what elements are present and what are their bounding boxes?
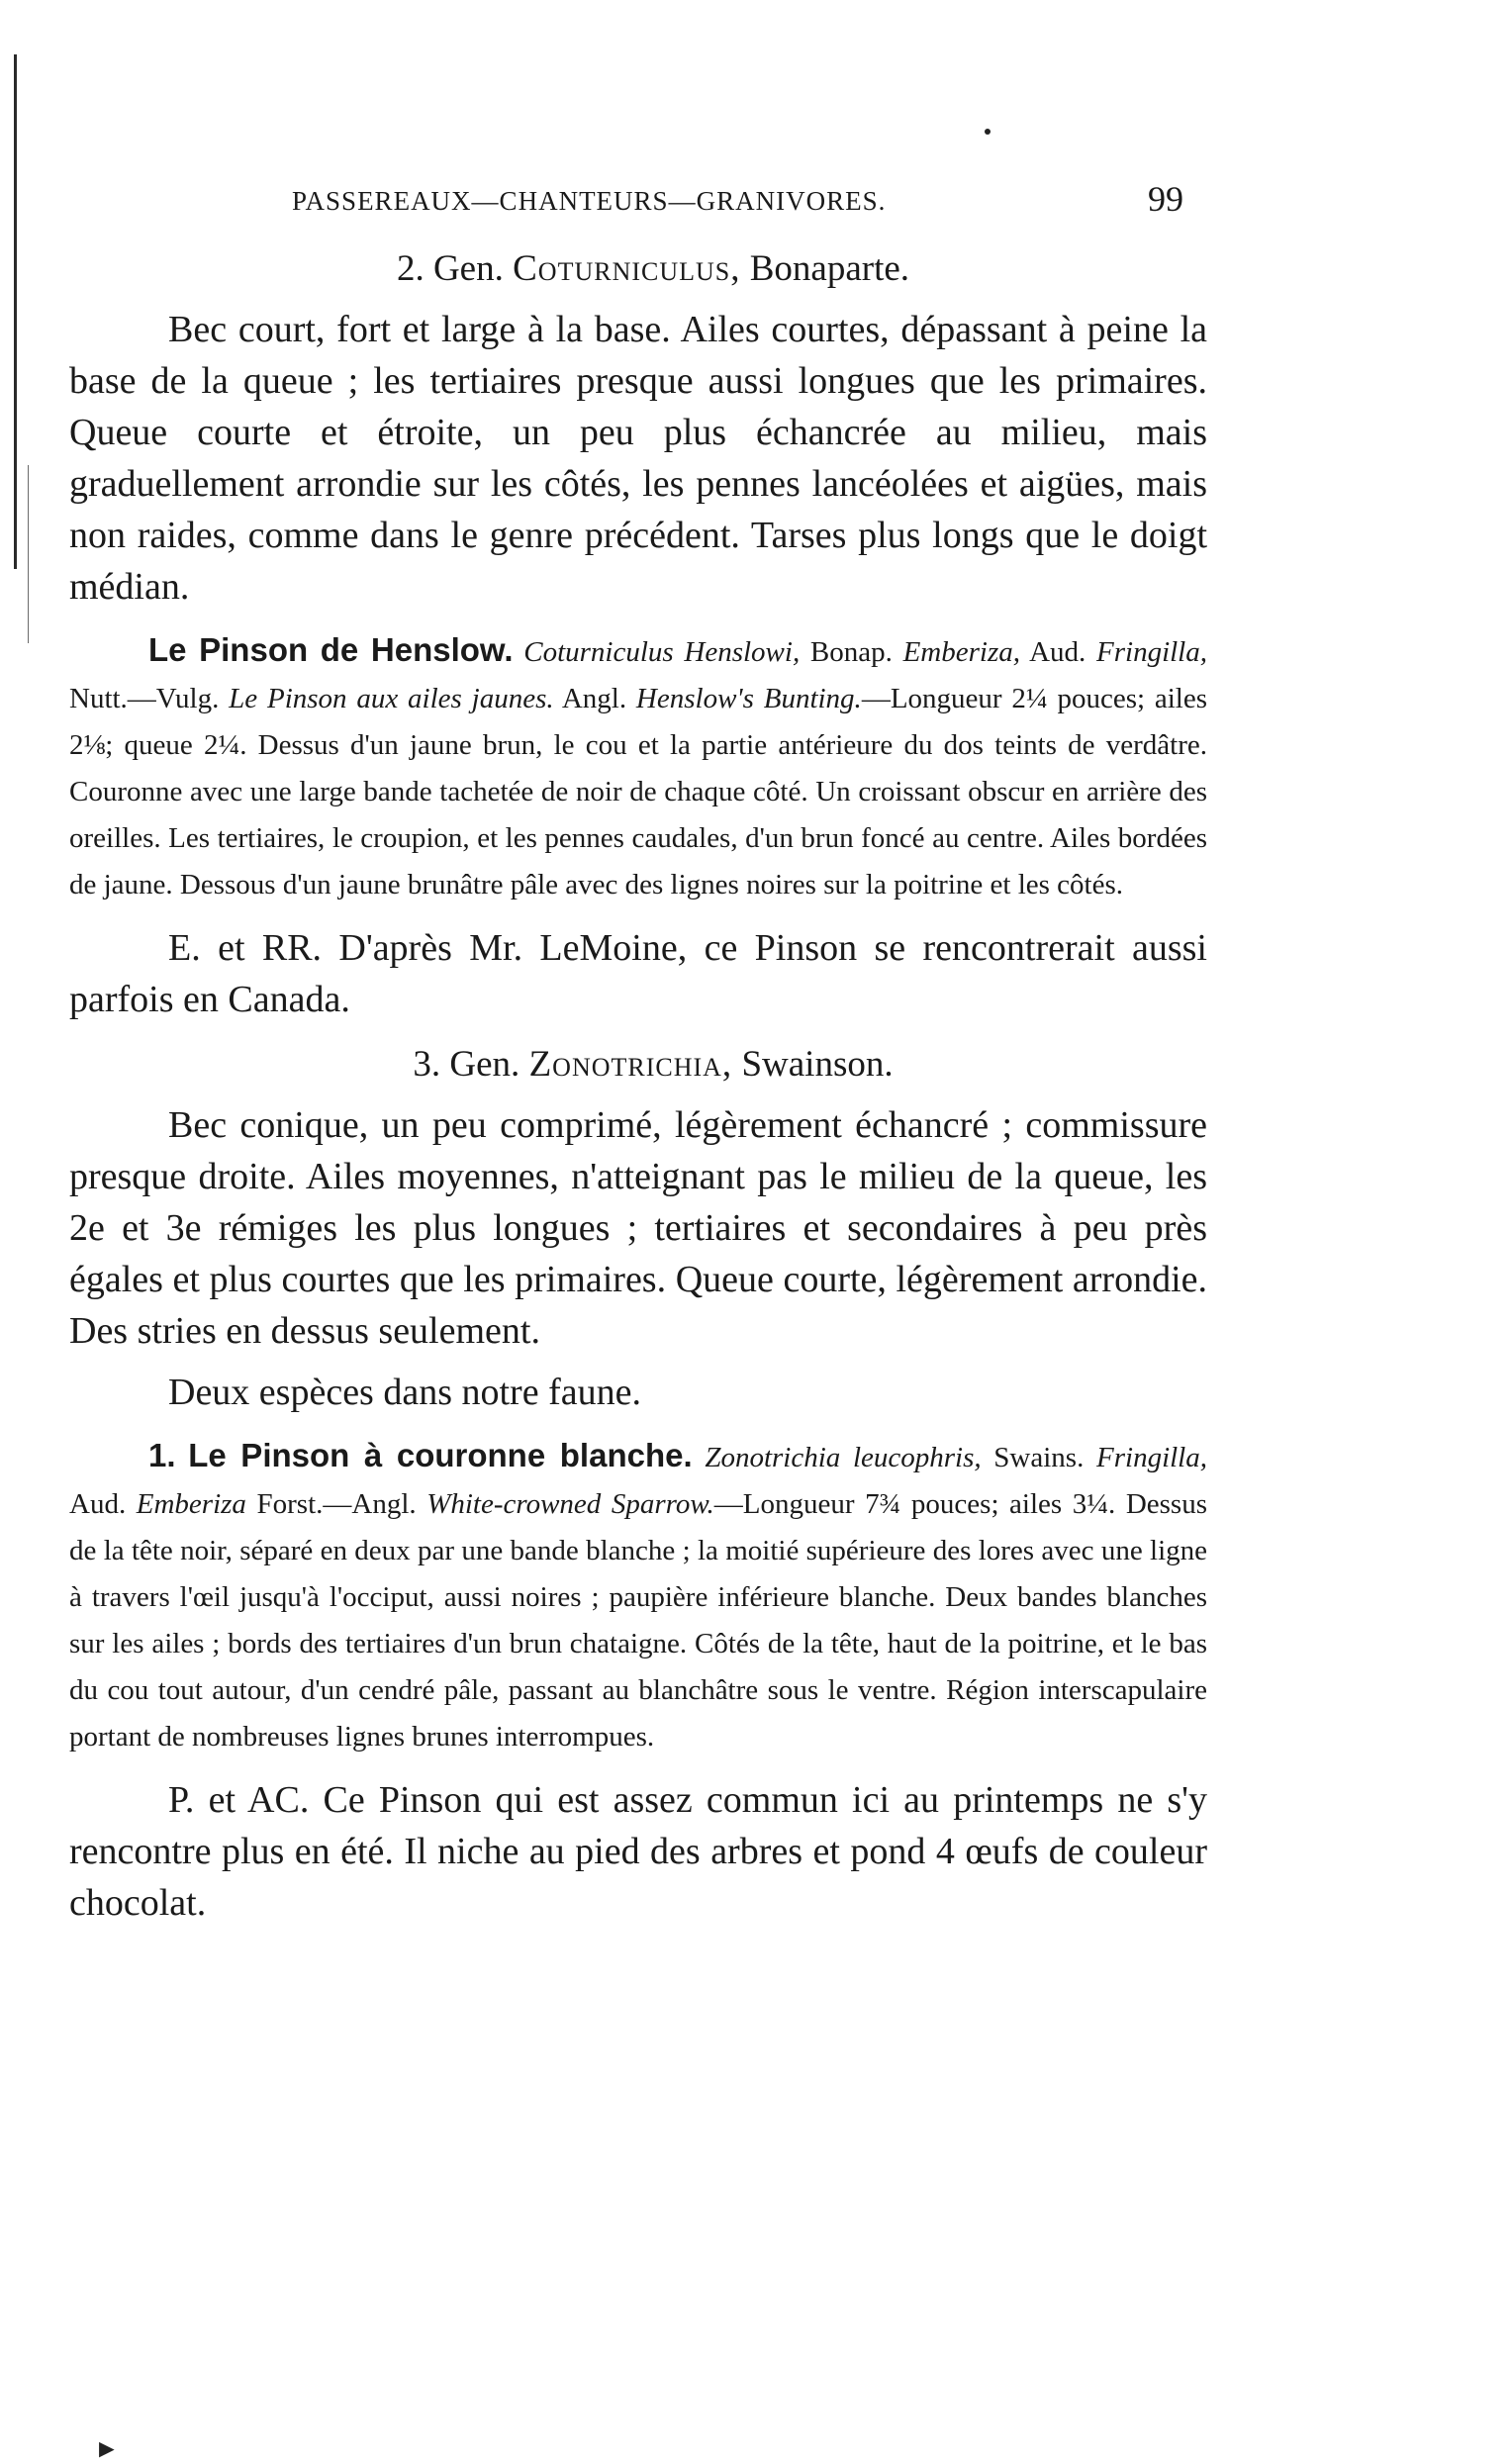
- genus-description: Bec conique, un peu comprimé, légèrement échancré ; commissure presque droite. Ailes moyennes, n'atteignant pas le milieu de la queue, les 2e et 3e rémiges les plus longues ; tertiaires et secondaires à peu près égales et plus courtes que les primaires. Queue courte, légèrement arrondie. Des stries en dessus seulement.: [69, 1104, 1207, 1352]
- synonym-author: Aud.: [1029, 636, 1086, 668]
- genus-author: Bonaparte.: [749, 248, 910, 289]
- species-common-name: Le Pinson de Henslow.: [148, 631, 514, 668]
- species-count: Deux espèces dans notre faune.: [168, 1372, 641, 1413]
- synonym-name: Emberiza: [136, 1488, 246, 1520]
- species-entry-henslow: [59, 626, 1207, 908]
- genus-name: Zonotrichia,: [528, 1044, 733, 1085]
- species-description: —Longueur 7¾ pouces; ailes 3¼. Dessus de la tête noir, séparé en deux par une bande blanche ; la moitié supérieure des lores avec une ligne à travers l'œil jusqu'à l'occiput, aussi noires ; paupière inférieure blanche. Deux bandes blanches sur les ailes ; bords des tertiaires d'un brun chataigne. Côtés de la tête, haut de la poitrine, et le bas du cou tout autour, d'un cendré pâle, passant au blanchâtre sous le ventre. Région interscapulaire portant de nombreuses lignes brunes interrompues.: [69, 1488, 1207, 1753]
- page-body: [59, 178, 1207, 1929]
- species-scientific-name: Zonotrichia leucophris,: [705, 1442, 982, 1473]
- english-label: Angl.: [561, 683, 627, 714]
- synonym-author: Nutt.—Vulg.: [69, 683, 220, 714]
- species-range-henslow: E. et RR. D'après Mr. LeMoine, ce Pinson se rencontrerait aussi parfois en Canada.: [69, 927, 1207, 1020]
- species-scientific-name: Coturniculus Henslowi,: [523, 636, 801, 668]
- genus-description: Bec court, fort et large à la base. Ailes courtes, dépassant à peine la base de la queue ; les tertiaires presque aussi longues que les primaires. Queue courte et étroite, un peu plus échancrée au milieu, mais graduellement arrondie sur les côtés, les pennes lancéolées et aigües, mais non raides, comme dans le genre précédent. Tarses plus longs que le doigt médian.: [69, 309, 1207, 608]
- vulgar-name: Le Pinson aux ailes jaunes.: [229, 683, 554, 714]
- species-range-white-crowned: P. et AC. Ce Pinson qui est assez commun ici au printemps ne s'y rencontre plus en été. Il niche au pied des arbres et pond 4 œufs de couleur chocolat.: [69, 1779, 1207, 1924]
- margin-rule-faint: [28, 465, 29, 643]
- synonym-author: Swains.: [993, 1442, 1085, 1473]
- page-header: [59, 178, 1207, 237]
- english-name: Henslow's Bunting.: [635, 683, 862, 714]
- genus-number: 2. Gen.: [396, 248, 504, 289]
- genus-heading-coturniculus: [59, 247, 1207, 290]
- species-description: —Longueur 2¼ pouces; ailes 2⅛; queue 2¼. Dessus d'un jaune brun, le cou et la partie antérieure du dos teints de verdâtre. Couronne avec une large bande tachetée de noir de chaque côté. Un croissant obscur en arrière des oreilles. Les tertiaires, le croupion, et les pennes caudales, d'un brun foncé au centre. Ailes bordées de jaune. Dessous d'un jaune brunâtre pâle avec des lignes noires sur la poitrine et les côtés.: [69, 683, 1207, 900]
- genus-name: Coturniculus,: [513, 248, 741, 289]
- species-entry-white-crowned: [59, 1432, 1207, 1760]
- synonym-name: Fringilla,: [1096, 636, 1207, 668]
- synonym-author: Bonap.: [809, 636, 893, 668]
- synonym-author: Forst.—Angl.: [256, 1488, 417, 1520]
- species-number: 1.: [148, 1437, 176, 1473]
- margin-arrow-mark: ►: [94, 2434, 120, 2463]
- english-name: White-crowned Sparrow.: [426, 1488, 714, 1520]
- synonym-name: Fringilla,: [1096, 1442, 1207, 1473]
- synonym-author: Aud.: [69, 1488, 127, 1520]
- genus-number: 3. Gen.: [413, 1044, 520, 1085]
- genus-heading-zonotrichia: [59, 1043, 1207, 1086]
- running-head: PASSEREAUX—CHANTEURS—GRANIVORES.: [292, 186, 887, 216]
- species-common-name: Le Pinson à couronne blanche.: [188, 1437, 693, 1473]
- ink-dot: [985, 129, 991, 135]
- margin-rule: [14, 54, 17, 569]
- genus-author: Swainson.: [741, 1044, 894, 1085]
- page-number: 99: [1148, 179, 1183, 219]
- synonym-name: Emberiza,: [902, 636, 1020, 668]
